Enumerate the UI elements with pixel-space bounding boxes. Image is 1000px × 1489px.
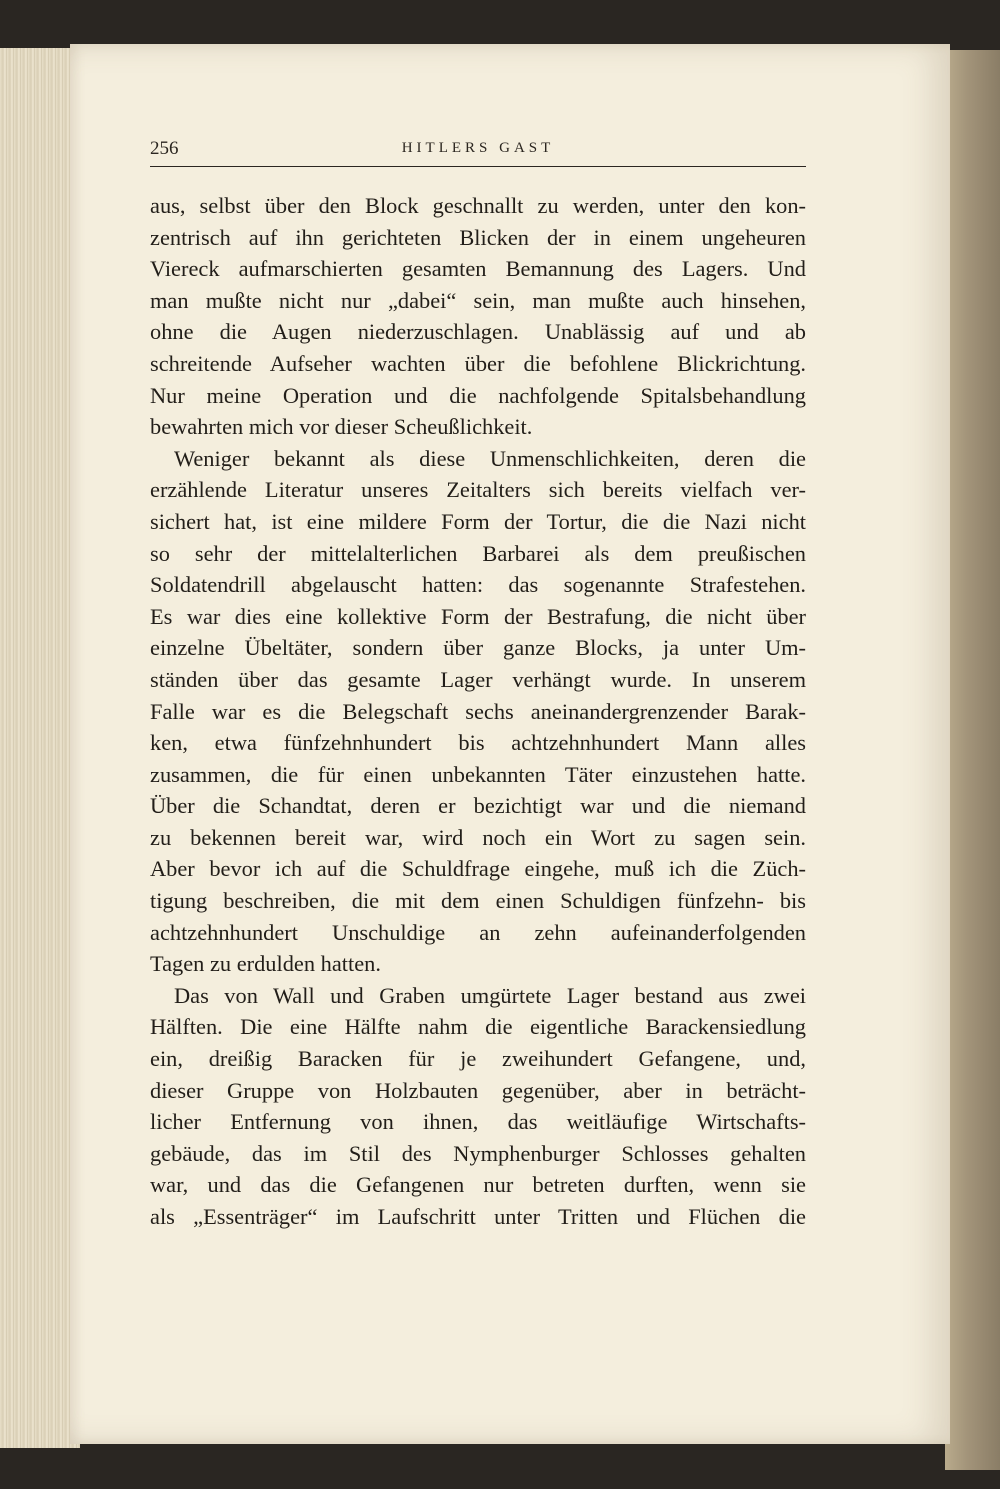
paragraph-1 <box>150 190 806 443</box>
text-line: Falle war es die Belegschaft sechs aneinandergrenzender Barak- <box>150 698 806 724</box>
text-line: zu bekennen bereit war, wird noch ein Wort zu sagen sein. <box>150 824 806 850</box>
text-line: dieser Gruppe von Holzbauten gegenüber, aber in beträcht- <box>150 1077 806 1103</box>
page-number: 256 <box>150 138 179 159</box>
text-line: achtzehnhundert Unschuldige an zehn aufeinanderfolgenden <box>150 919 806 945</box>
text-line: bewahrten mich vor dieser Scheußlichkeit. <box>150 414 533 440</box>
text-line: schreitende Aufseher wachten über die befohlene Blickrichtung. <box>150 350 806 376</box>
text-line: ohne die Augen niederzuschlagen. Unablässig auf und ab <box>150 319 806 345</box>
text-line: zusammen, die für einen unbekannten Täter einzustehen hatte. <box>150 761 806 787</box>
text-line: Über die Schandtat, deren er bezichtigt war und die niemand <box>150 793 806 819</box>
running-header <box>150 130 806 167</box>
text-line: ken, etwa fünfzehnhundert bis achtzehnhundert Mann alles <box>150 730 806 756</box>
text-line: ein, dreißig Baracken für je zweihundert Gefangene, und, <box>150 1046 806 1072</box>
text-line: licher Entfernung von ihnen, das weitläufige Wirtschafts- <box>150 1109 806 1135</box>
text-line: Es war dies eine kollektive Form der Bestrafung, die nicht über <box>150 603 806 629</box>
text-line: Tagen zu erdulden hatten. <box>150 951 381 977</box>
body-text <box>150 190 806 1233</box>
text-line: gebäude, das im Stil des Nymphenburger Schlosses gehalten <box>150 1140 806 1166</box>
text-line: war, und das die Gefangenen nur betreten durften, wenn sie <box>150 1172 806 1198</box>
paragraph-3 <box>150 980 806 1233</box>
page-edges <box>0 48 80 1448</box>
text-line: Viereck aufmarschierten gesamten Bemannung des Lagers. Und <box>150 256 806 282</box>
text-line: man mußte nicht nur „dabei“ sein, man mußte auch hinsehen, <box>150 287 806 313</box>
text-line: erzählende Literatur unseres Zeitalters sich bereits vielfach ver- <box>150 477 806 503</box>
text-line: einzelne Übeltäter, sondern über ganze Blocks, ja unter Um- <box>150 635 806 661</box>
text-line: ständen über das gesamte Lager verhängt wurde. In unserem <box>150 666 806 692</box>
text-line: Aber bevor ich auf die Schuldfrage eingehe, muß ich die Züch- <box>150 856 806 882</box>
text-line: sichert hat, ist eine mildere Form der Tortur, die die Nazi nicht <box>150 508 806 534</box>
text-line: Soldatendrill abgelauscht hatten: das sogenannte Strafestehen. <box>150 572 806 598</box>
text-line: Das von Wall und Graben umgürtete Lager bestand aus zwei <box>174 982 806 1008</box>
text-line: Nur meine Operation und die nachfolgende Spitalsbehandlung <box>150 382 806 408</box>
text-line: aus, selbst über den Block geschnallt zu werden, unter den kon- <box>150 193 806 218</box>
text-line: als „Essenträger“ im Laufschritt unter Tritten und Flüchen die <box>150 1204 806 1229</box>
text-line: so sehr der mittelalterlichen Barbarei als dem preußischen <box>150 540 806 566</box>
text-line: zentrisch auf ihn gerichteten Blicken der in einem ungeheuren <box>150 224 806 250</box>
running-title: HITLERS GAST <box>401 140 555 156</box>
text-line: tigung beschreiben, die mit dem einen Schuldigen fünfzehn- bis <box>150 888 806 914</box>
text-line: Weniger bekannt als diese Unmenschlichkeiten, deren die <box>174 445 806 471</box>
next-page-edge <box>945 50 1000 1470</box>
paragraph-2 <box>150 443 806 980</box>
text-line: Hälften. Die eine Hälfte nahm die eigentliche Barackensiedlung <box>150 1014 806 1040</box>
